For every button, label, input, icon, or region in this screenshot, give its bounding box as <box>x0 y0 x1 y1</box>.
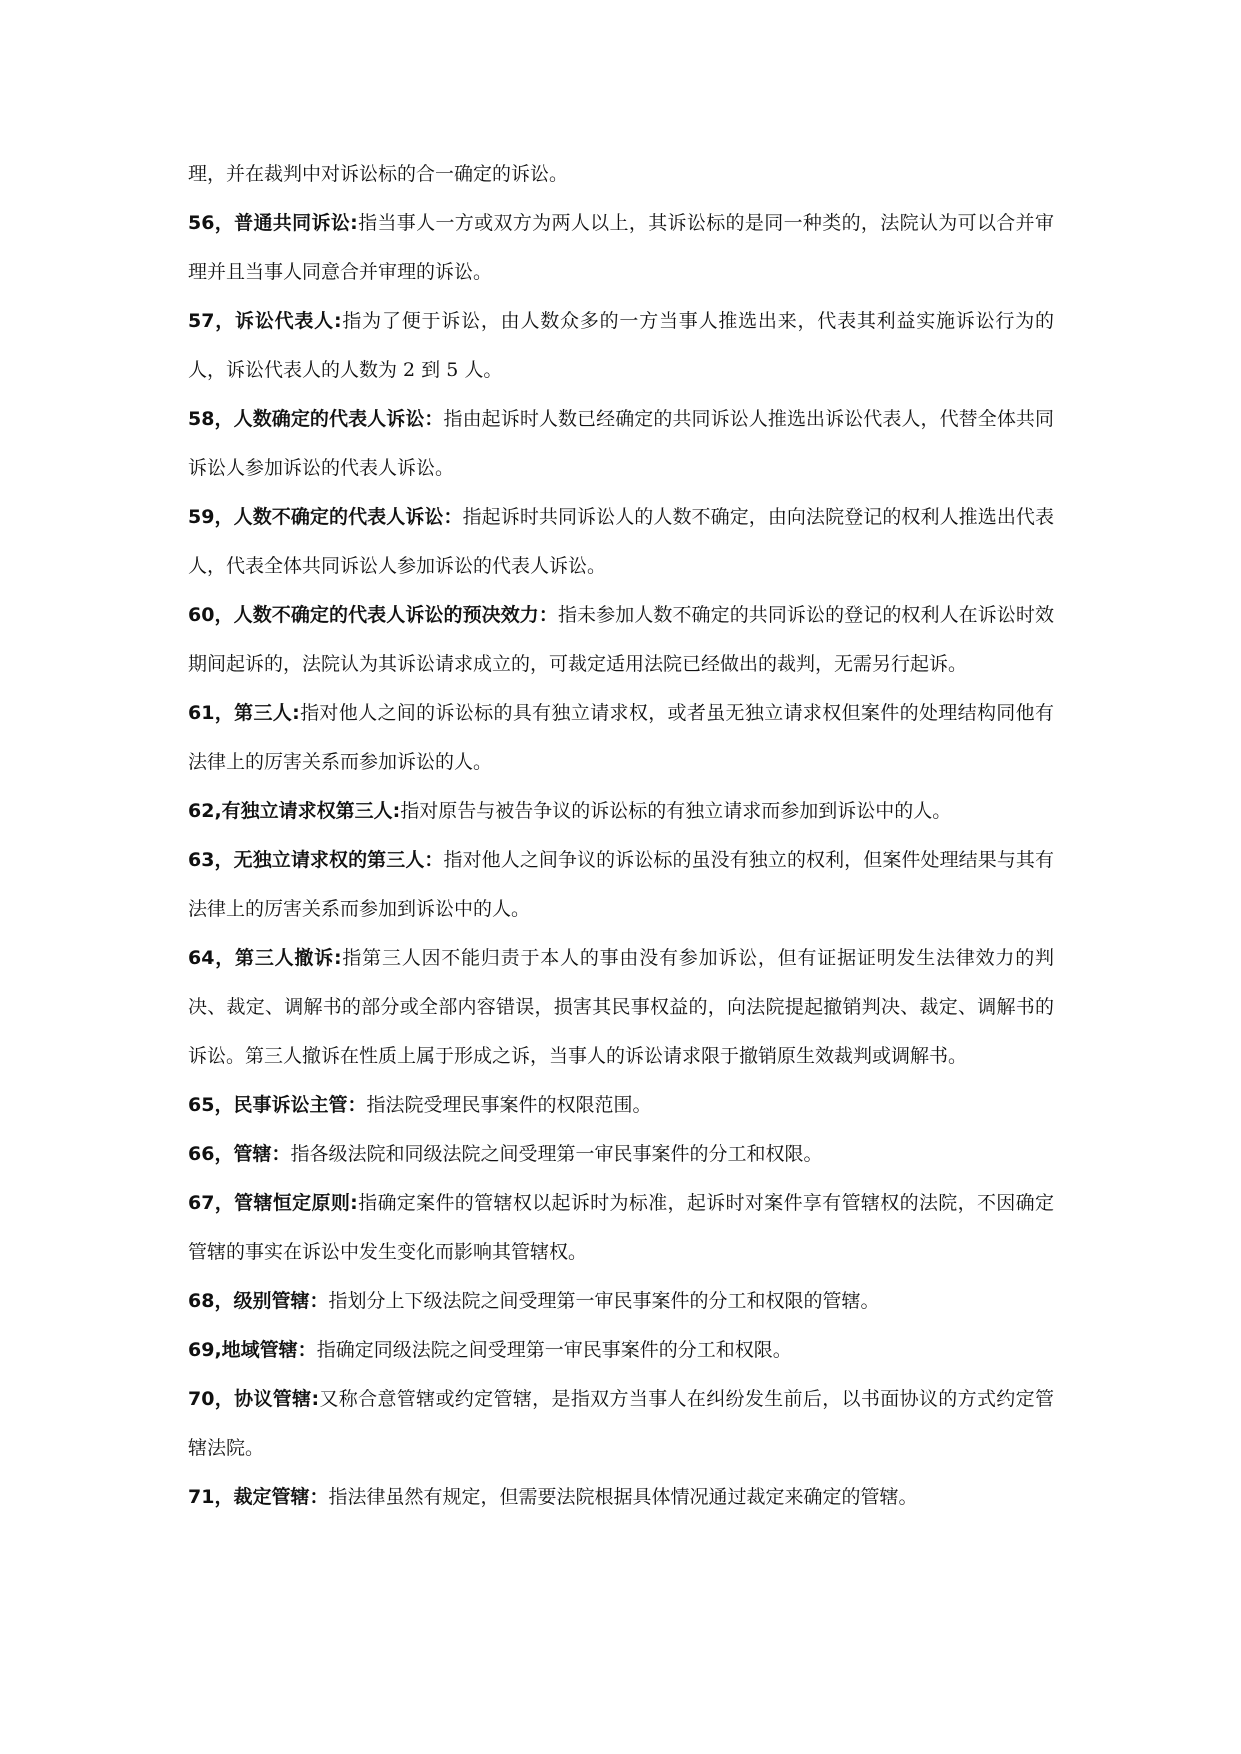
entry-number: 66， <box>188 1143 234 1165</box>
entry-62 <box>188 787 1054 836</box>
entry-term: 级别管辖： <box>233 1290 329 1312</box>
entry-term: 第三人撤诉: <box>235 947 342 969</box>
entry-64 <box>188 934 1054 1081</box>
entry-definition: 指对他人之间争议的诉讼标的虽没有独立的权利，但案件处理结果与其有法律上的厉害关系而参加到诉讼中的人。 <box>188 849 1054 920</box>
entry-number: 64， <box>188 947 236 969</box>
entry-57 <box>188 297 1054 395</box>
entry-continuation <box>188 150 1054 199</box>
entry-term: 诉讼代表人: <box>235 310 342 332</box>
entry-definition: 理，并在裁判中对诉讼标的合一确定的诉讼。 <box>188 163 569 185</box>
entry-56 <box>188 199 1054 297</box>
entry-60 <box>188 591 1054 689</box>
entry-term: 普通共同诉讼: <box>234 212 358 234</box>
entry-definition: 指确定同级法院之间受理第一审民事案件的分工和权限。 <box>316 1339 792 1361</box>
entry-59 <box>188 493 1054 591</box>
entry-term: 管辖恒定原则: <box>234 1192 358 1214</box>
entry-number: 62, <box>188 800 222 822</box>
entry-definition: 指当事人一方或双方为两人以上，其诉讼标的是同一种类的，法院认为可以合并审理并且当事人同意合并审理的诉讼。 <box>188 212 1054 283</box>
entry-definition: 指由起诉时人数已经确定的共同诉讼人推选出诉讼代表人，代替全体共同诉讼人参加诉讼的代表人诉讼。 <box>188 408 1054 479</box>
entry-number: 63， <box>188 849 234 871</box>
entry-definition: 指为了便于诉讼，由人数众多的一方当事人推选出来，代表其利益实施诉讼行为的人，诉讼代表人的人数为 2 到 5 人。 <box>188 310 1054 381</box>
entry-definition: 指划分上下级法院之间受理第一审民事案件的分工和权限的管辖。 <box>328 1290 880 1312</box>
entry-definition: 指第三人因不能归责于本人的事由没有参加诉讼，但有证据证明发生法律效力的判决、裁定、调解书的部分或全部内容错误，损害其民事权益的，向法院提起撤销判决、裁定、调解书的诉讼。第三人撤诉在性质上属于形成之诉，当事人的诉讼请求限于撤销原生效裁判或调解书。 <box>188 947 1054 1067</box>
entry-term: 地域管辖： <box>221 1339 317 1361</box>
entry-number: 57， <box>188 310 236 332</box>
entry-number: 70， <box>188 1388 235 1410</box>
entry-number: 65， <box>188 1094 234 1116</box>
entry-63 <box>188 836 1054 934</box>
entry-term: 有独立请求权第三人: <box>221 800 401 822</box>
entry-70 <box>188 1375 1054 1473</box>
entry-number: 68， <box>188 1290 234 1312</box>
entry-definition: 指法院受理民事案件的权限范围。 <box>366 1094 652 1116</box>
entry-term: 第三人: <box>234 702 300 724</box>
entry-term: 人数不确定的代表人诉讼： <box>233 506 463 528</box>
entry-definition: 指法律虽然有规定，但需要法院根据具体情况通过裁定来确定的管辖。 <box>328 1486 918 1508</box>
entry-number: 69, <box>188 1339 222 1361</box>
entry-definition: 又称合意管辖或约定管辖，是指双方当事人在纠纷发生前后，以书面协议的方式约定管辖法院。 <box>188 1388 1054 1459</box>
entry-definition: 指确定案件的管辖权以起诉时为标准，起诉时对案件享有管辖权的法院，不因确定管辖的事实在诉讼中发生变化而影响其管辖权。 <box>188 1192 1054 1263</box>
entry-term: 人数确定的代表人诉讼： <box>233 408 444 430</box>
entry-definition: 指对原告与被告争议的诉讼标的有独立请求而参加到诉讼中的人。 <box>400 800 952 822</box>
entry-number: 60， <box>188 604 234 626</box>
entry-term: 裁定管辖： <box>233 1486 329 1508</box>
entry-term: 人数不确定的代表人诉讼的预决效力： <box>233 604 558 626</box>
entry-number: 59， <box>188 506 234 528</box>
entry-65 <box>188 1081 1054 1130</box>
entry-61 <box>188 689 1054 787</box>
entry-number: 67， <box>188 1192 235 1214</box>
entry-71 <box>188 1473 1054 1522</box>
entry-number: 71， <box>188 1486 234 1508</box>
entry-67 <box>188 1179 1054 1277</box>
document-page <box>188 150 1054 1522</box>
entry-number: 61， <box>188 702 235 724</box>
entry-definition: 指对他人之间的诉讼标的具有独立请求权，或者虽无独立请求权但案件的处理结构同他有法律上的厉害关系而参加诉讼的人。 <box>188 702 1054 773</box>
entry-number: 56， <box>188 212 235 234</box>
entry-69 <box>188 1326 1054 1375</box>
entry-58 <box>188 395 1054 493</box>
entry-definition: 指未参加人数不确定的共同诉讼的登记的权利人在诉讼时效期间起诉的，法院认为其诉讼请求成立的，可裁定适用法院已经做出的裁判，无需另行起诉。 <box>188 604 1054 675</box>
entry-definition: 指起诉时共同诉讼人的人数不确定，由向法院登记的权利人推选出代表人，代表全体共同诉讼人参加诉讼的代表人诉讼。 <box>188 506 1054 577</box>
entry-term: 无独立请求权的第三人： <box>233 849 444 871</box>
entry-definition: 指各级法院和同级法院之间受理第一审民事案件的分工和权限。 <box>290 1143 823 1165</box>
entry-68 <box>188 1277 1054 1326</box>
entry-number: 58， <box>188 408 234 430</box>
entry-term: 民事诉讼主管： <box>233 1094 367 1116</box>
entry-66 <box>188 1130 1054 1179</box>
entry-term: 管辖： <box>233 1143 291 1165</box>
entry-term: 协议管辖: <box>234 1388 320 1410</box>
